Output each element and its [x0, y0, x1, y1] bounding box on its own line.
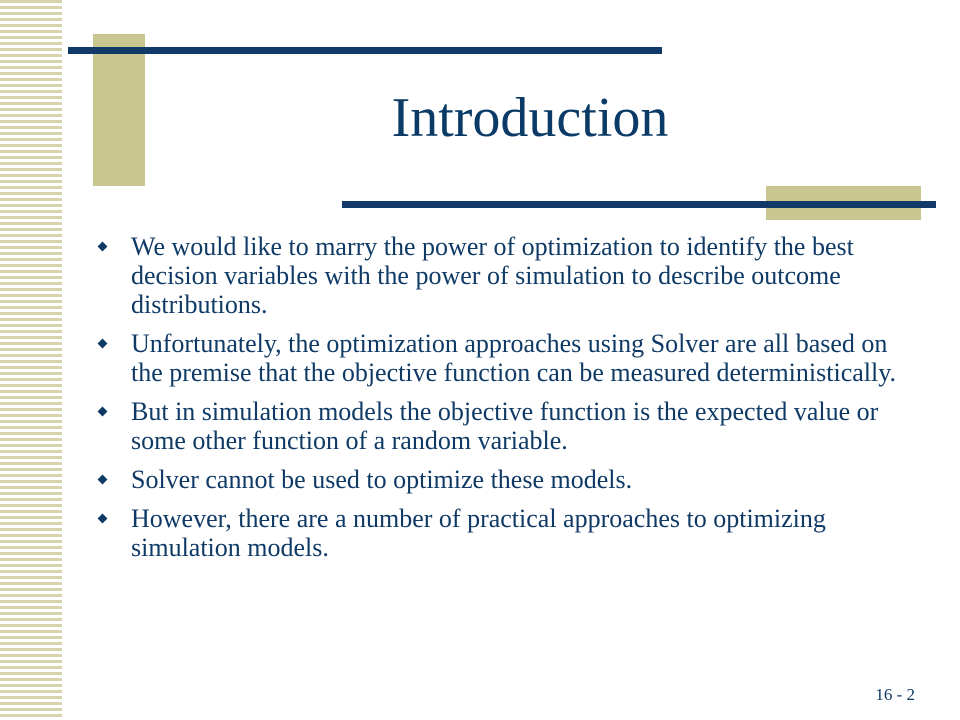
bullet-text: Solver cannot be used to optimize these models.	[131, 465, 633, 494]
diamond-bullet-icon	[98, 339, 108, 349]
top-rule	[68, 47, 662, 54]
diamond-bullet-icon	[98, 407, 108, 417]
bullet-item	[96, 232, 916, 319]
diamond-bullet-icon	[98, 514, 108, 524]
bottom-rule	[342, 201, 936, 208]
bullet-text: But in simulation models the objective function is the expected value or some other function of a random variable.	[131, 397, 879, 455]
diamond-bullet-icon	[98, 475, 108, 485]
bullet-item	[96, 397, 916, 455]
slide-title: Introduction	[391, 87, 669, 149]
bullet-text: Unfortunately, the optimization approaches using Solver are all based on the premise that the objective function can be measured deterministically.	[131, 329, 897, 387]
bullet-item	[96, 465, 916, 494]
bullet-item	[96, 329, 916, 387]
bullet-item	[96, 504, 916, 562]
left-stripe-decoration	[0, 0, 70, 720]
bullet-text: We would like to marry the power of optimization to identify the best decision variables with the power of simulation to describe outcome distributions.	[131, 232, 854, 319]
bullet-list	[96, 232, 916, 572]
page-number: 16 - 2	[875, 685, 915, 704]
tan-block-top-decoration	[93, 34, 145, 186]
bullet-text: However, there are a number of practical approaches to optimizing simulation models.	[131, 504, 826, 562]
diamond-bullet-icon	[98, 242, 108, 252]
